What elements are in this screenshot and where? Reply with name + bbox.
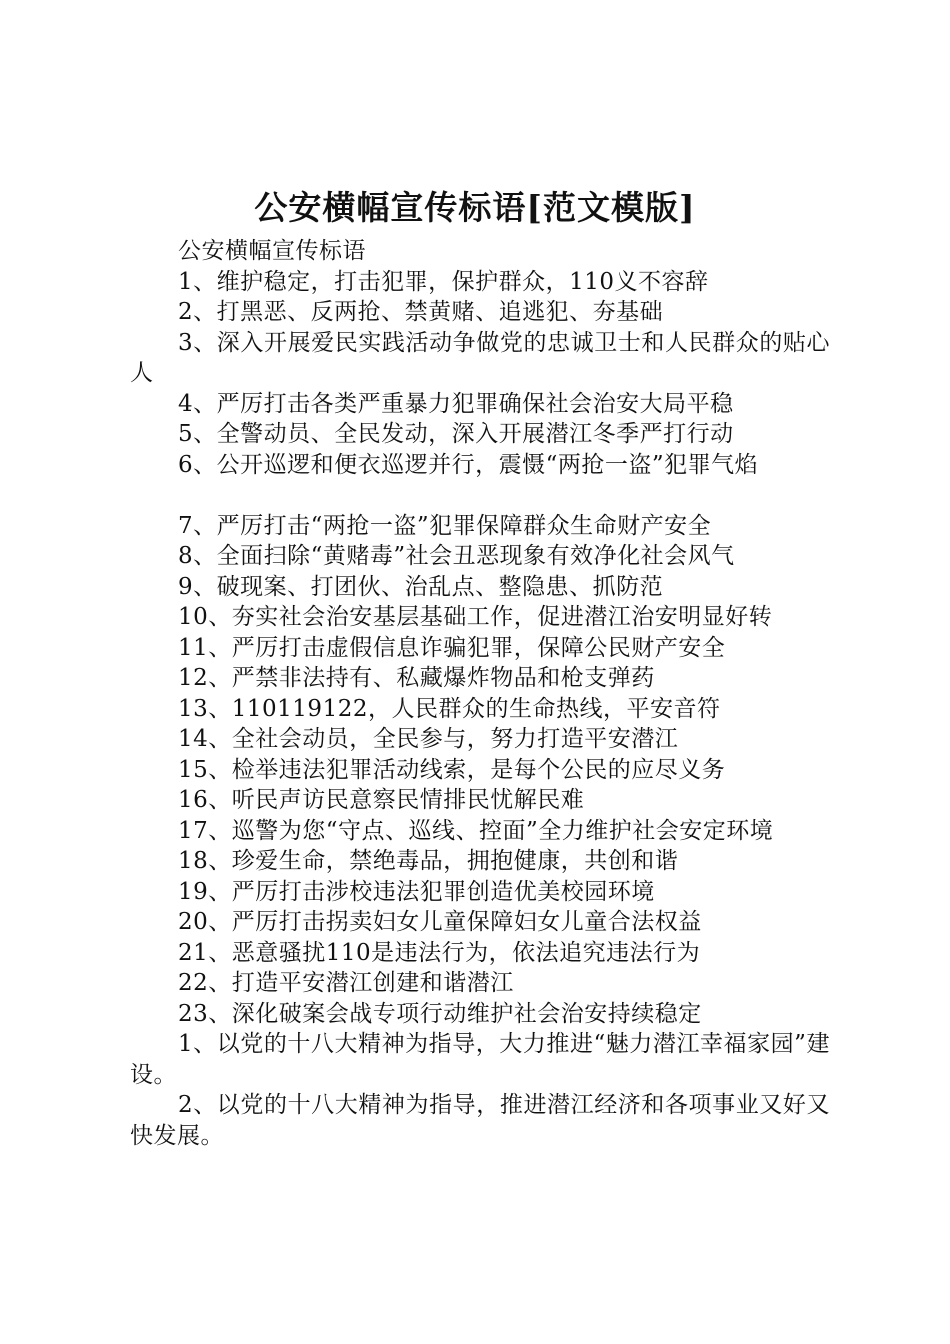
paragraph: 15、检举违法犯罪活动线索，是每个公民的应尽义务 (178, 756, 726, 783)
paragraph: 1、以党的十八大精神为指导，大力推进“魅力潜江幸福家园”建设。 (130, 1031, 830, 1088)
paragraph: 22、打造平安潜江创建和谐潜江 (178, 970, 514, 996)
paragraph: 11、严厉打击虚假信息诈骗犯罪，保障公民财产安全 (178, 634, 726, 661)
paragraph: 8、全面扫除“黄赌毒”社会丑恶现象有效净化社会风气 (178, 543, 735, 569)
document-title: 公安横幅宣传标语[范文模版] (254, 188, 696, 227)
blank-line (130, 480, 830, 511)
paragraph: 16、听民声访民意察民情排民忧解民难 (178, 787, 585, 813)
paragraph: 2、以党的十八大精神为指导，推进潜江经济和各项事业又好又快发展。 (130, 1092, 830, 1149)
paragraph: 5、全警动员、全民发动，深入开展潜江冬季严打行动 (178, 421, 734, 447)
paragraph: 14、全社会动员，全民参与，努力打造平安潜江 (178, 726, 679, 752)
paragraph: 13、110119122，人民群众的生命热线，平安音符 (178, 695, 721, 722)
paragraph: 2、打黑恶、反两抢、禁黄赌、追逃犯、夯基础 (178, 299, 664, 325)
paragraph: 19、严厉打击涉校违法犯罪创造优美校园环境 (178, 878, 655, 905)
paragraph: 20、严厉打击拐卖妇女儿童保障妇女儿童合法权益 (178, 909, 702, 935)
paragraph: 6、公开巡逻和便衣巡逻并行，震慑“两抢一盗”犯罪气焰 (178, 451, 759, 478)
paragraph: 9、破现案、打团伙、治乱点、整隐患、抓防范 (178, 573, 664, 600)
paragraph: 18、珍爱生命，禁绝毒品，拥抱健康，共创和谐 (178, 848, 679, 874)
paragraph: 21、恶意骚扰110是违法行为，依法追究违法行为 (178, 939, 701, 966)
paragraph: 1、维护稳定，打击犯罪，保护群众，110义不容辞 (178, 268, 709, 295)
paragraph: 7、严厉打击“两抢一盗”犯罪保障群众生命财产安全 (178, 512, 712, 539)
paragraph-heading: 公安横幅宣传标语 (178, 238, 366, 264)
paragraph: 4、严厉打击各类严重暴力犯罪确保社会治安大局平稳 (178, 390, 734, 417)
document-body (130, 236, 830, 1151)
paragraph: 23、深化破案会战专项行动维护社会治安持续稳定 (178, 1000, 702, 1027)
paragraph: 10、夯实社会治安基层基础工作，促进潜江治安明显好转 (178, 604, 773, 630)
paragraph: 17、巡警为您“守点、巡线、控面”全力维护社会安定环境 (178, 817, 774, 844)
paragraph: 3、深入开展爱民实践活动争做党的忠诚卫士和人民群众的贴心人 (130, 329, 830, 386)
paragraph: 12、严禁非法持有、私藏爆炸物品和枪支弹药 (178, 665, 655, 691)
